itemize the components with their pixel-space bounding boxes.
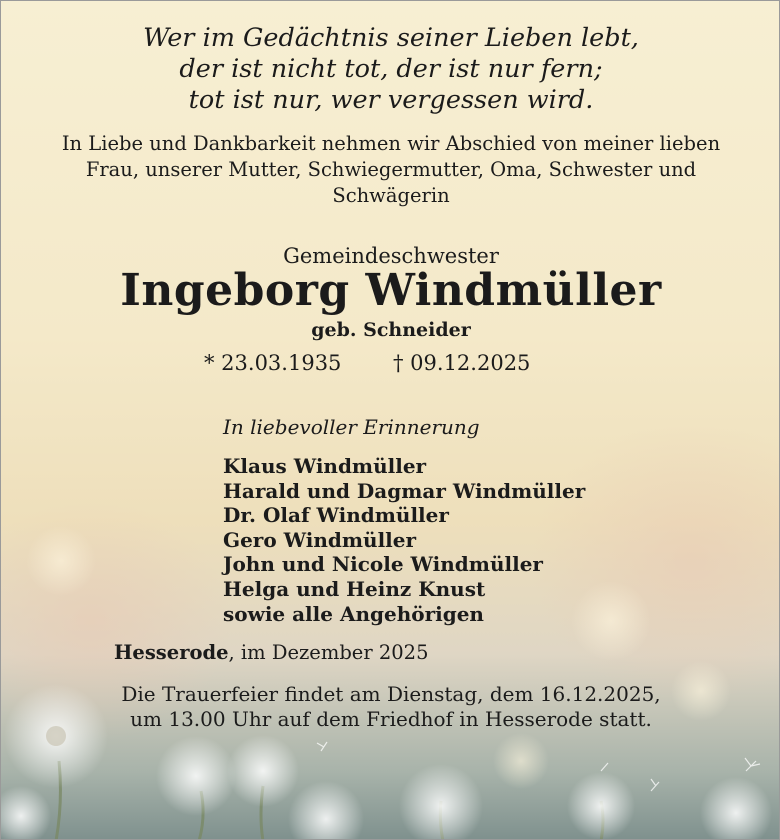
death-date: † 09.12.2025 [393, 351, 531, 375]
intro-line: Frau, unserer Mutter, Schwiegermutter, Oma, Schwester und [85, 158, 697, 181]
place-town: Hesserode [114, 641, 229, 664]
intro-line: In Liebe und Dankbarkeit nehmen wir Abschied von meiner lieben [61, 132, 721, 155]
deceased-title: Gemeindeschwester [283, 244, 499, 268]
place-month: , im Dezember 2025 [228, 641, 429, 664]
memory-line: In liebevoller Erinnerung [223, 415, 480, 439]
farewell-intro [1, 131, 780, 209]
maiden-name: geb. Schneider [311, 319, 471, 341]
list-item: John und Nicole Windmüller [223, 552, 543, 577]
motto-line: tot ist nur, wer vergessen wird. [188, 85, 594, 115]
motto-verse [1, 23, 780, 116]
list-item: Klaus Windmüller [223, 454, 427, 478]
funeral-service-info [1, 682, 780, 732]
motto-line: Wer im Gedächtnis seiner Lieben lebt, [143, 23, 639, 53]
service-line: um 13.00 Uhr auf dem Friedhof in Hesserode statt. [130, 707, 652, 731]
list-item: Dr. Olaf Windmüller [223, 503, 449, 528]
list-item: Harald und Dagmar Windmüller [223, 478, 586, 503]
list-item: Helga und Heinz Knust [223, 576, 486, 601]
service-line: Die Trauerfeier findet am Dienstag, dem 16.12.2025, [121, 682, 661, 706]
list-item: Gero Windmüller [223, 527, 417, 552]
deceased-name: Ingeborg Windmüller [120, 265, 662, 316]
motto-line: der ist nicht tot, der ist nur fern; [179, 54, 603, 84]
birth-date: * 23.03.1935 [204, 351, 342, 375]
intro-line: Schwägerin [332, 184, 450, 207]
list-item: sowie alle Angehörigen [223, 601, 484, 626]
place-and-date [114, 641, 429, 664]
mourners-list [223, 454, 585, 626]
